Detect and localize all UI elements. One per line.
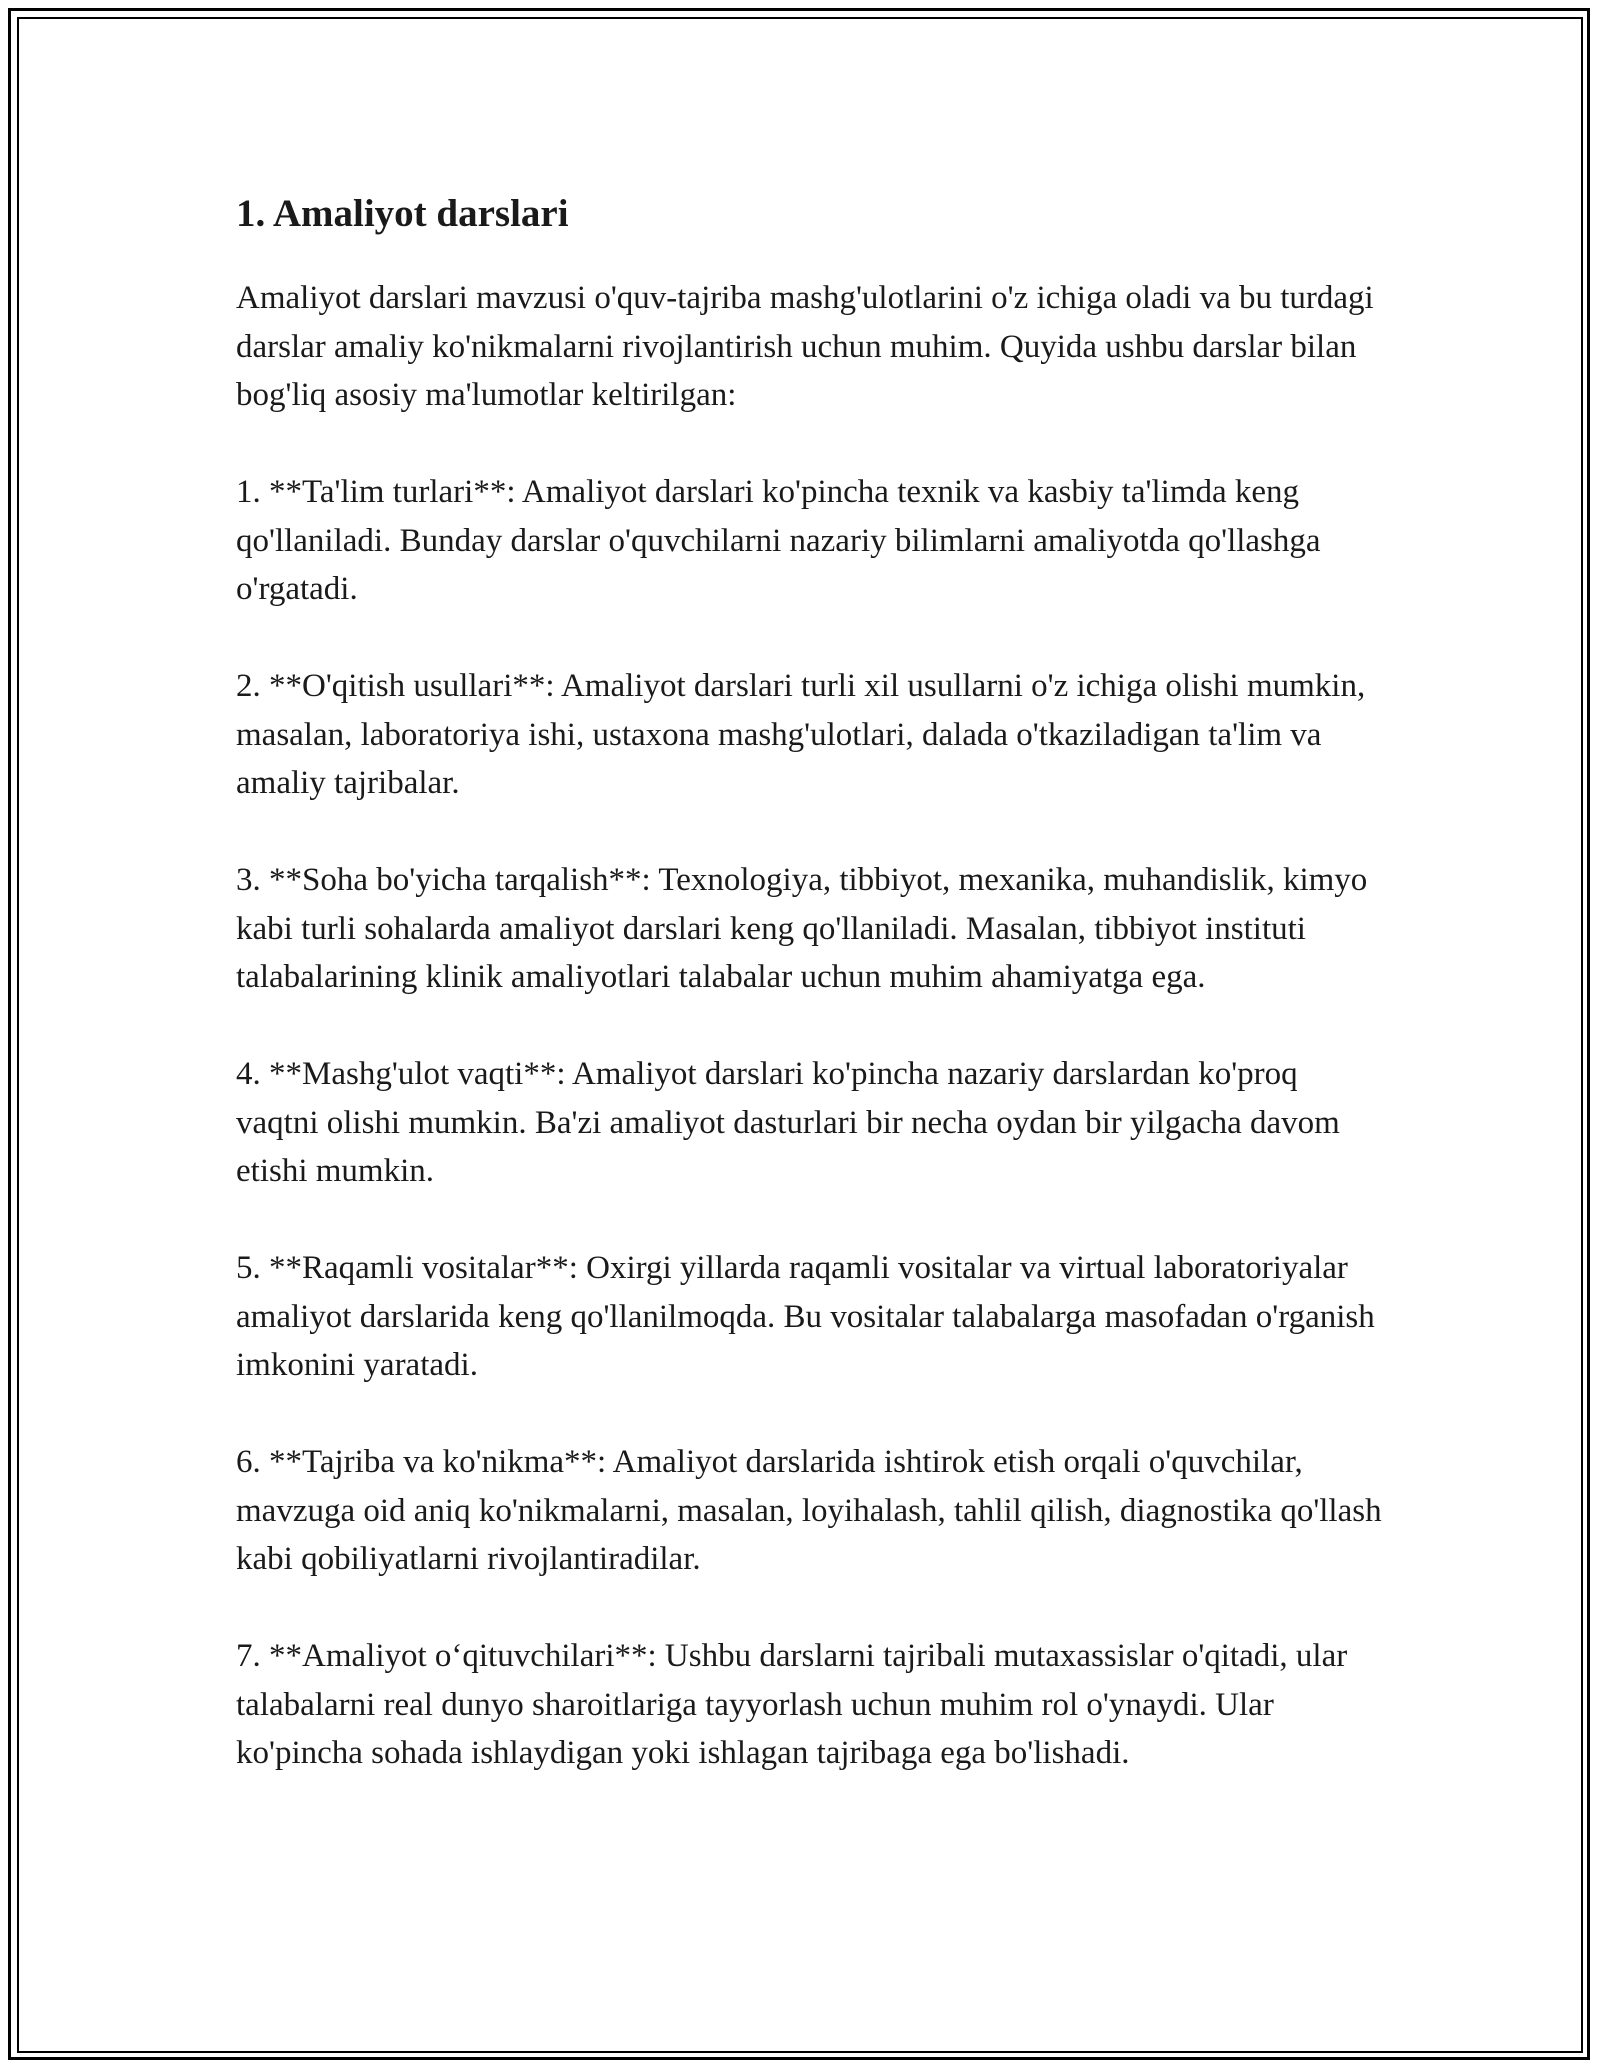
list-item: 2. **O'qitish usullari**: Amaliyot darslari turli xil usullarni o'z ichiga olishi mumkin, masalan, laboratoriya ishi, ustaxona mashg'ulotlari, dalada o'tkaziladigan ta'lim va amaliy tajribalar. bbox=[236, 668, 1366, 801]
page-title: 1. Amaliyot darslari bbox=[236, 192, 569, 235]
list-item: 4. **Mashg'ulot vaqti**: Amaliyot darslari ko'pincha nazariy darslardan ko'proq vaqtni olishi mumkin. Ba'zi amaliyot dasturlari bir necha oydan bir yilgacha davom etishi mumkin. bbox=[236, 1056, 1340, 1189]
intro-paragraph: Amaliyot darslari mavzusi o'quv-tajriba mashg'ulotlarini o'z ichiga oladi va bu turdagi darslar amaliy ko'nikmalarni rivojlantirish uchun muhim. Quyida ushbu darslar bilan bog'liq asosiy ma'lumotlar keltirilgan: bbox=[236, 280, 1374, 413]
list-item: 1. **Ta'lim turlari**: Amaliyot darslari ko'pincha texnik va kasbiy ta'limda keng qo'llaniladi. Bunday darslar o'quvchilarni nazariy bilimlarni amaliyotda qo'llashga o'rgatadi. bbox=[236, 474, 1321, 607]
list-item: 7. **Amaliyot o‘qituvchilari**: Ushbu darslarni tajribali mutaxassislar o'qitadi, ular talabalarni real dunyo sharoitlariga tayyorlash uchun muhim rol o'ynaydi. Ular ko'pincha sohada ishlaydigan yoki ishlagan tajribaga ega bo'lishadi. bbox=[236, 1638, 1348, 1771]
list-item: 6. **Tajriba va ko'nikma**: Amaliyot darslarida ishtirok etish orqali o'quvchilar, mavzuga oid aniq ko'nikmalarni, masalan, loyihalash, tahlil qilish, diagnostika qo'llash kabi qobiliyatlarni rivojlantiradilar. bbox=[236, 1444, 1382, 1577]
document-body bbox=[236, 184, 1386, 1826]
list-item: 3. **Soha bo'yicha tarqalish**: Texnologiya, tibbiyot, mexanika, muhandislik, kimyo kabi turli sohalarda amaliyot darslari keng qo'llaniladi. Masalan, tibbiyot instituti talabalarining klinik amaliyotlari talabalar uchun muhim ahamiyatga ega. bbox=[236, 862, 1368, 995]
list-item: 5. **Raqamli vositalar**: Oxirgi yillarda raqamli vositalar va virtual laboratoriyalar amaliyot darslarida keng qo'llanilmoqda. Bu vositalar talabalarga masofadan o'rganish imkonini yaratadi. bbox=[236, 1250, 1375, 1383]
